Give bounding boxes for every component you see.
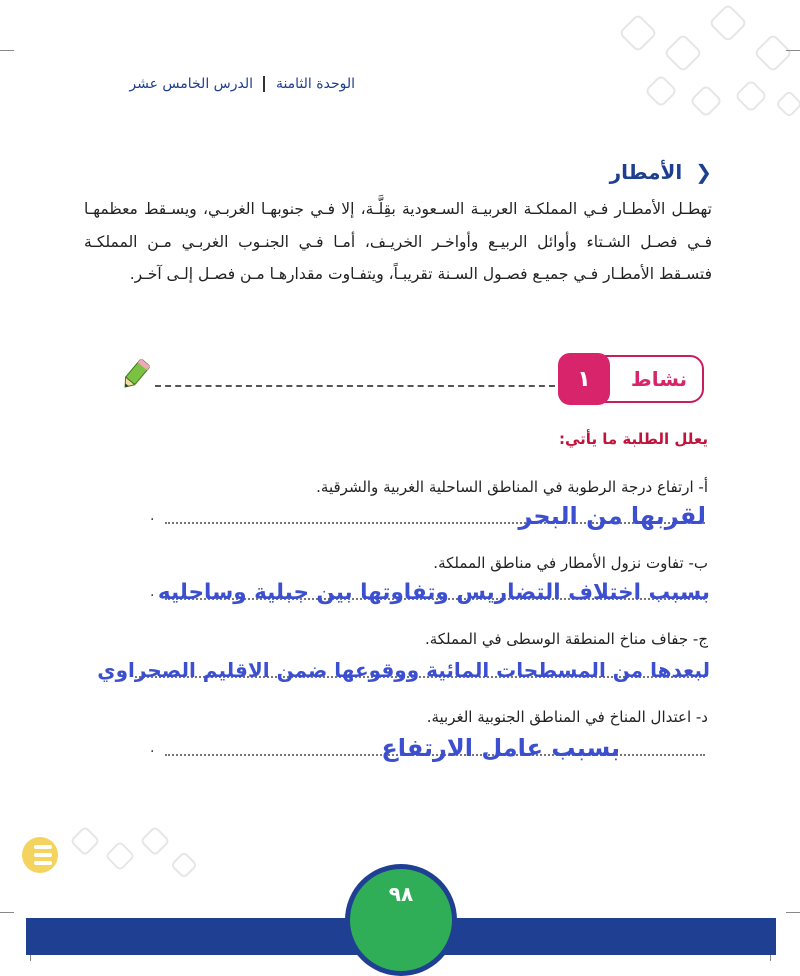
crop-mark [786,50,800,51]
question-a: أ- ارتفاع درجة الرطوبة في المناطق الساحلية الغربية والشرقية. [316,478,708,496]
section-title-text: الأمطار [609,160,683,184]
question-c: ج- جفاف مناخ المنطقة الوسطى في المملكة. [424,630,708,648]
crop-mark [0,50,14,51]
activity-number: ١ [558,353,610,405]
crop-mark [786,912,800,913]
handwritten-answer-d: بسبب عامل الارتفاع [381,734,620,762]
page-number: ٩٨ [388,882,414,906]
handwritten-answer-b: بسبب اختلاف التضاريس وتفاوتها بين جبلية وساحليه [157,580,710,605]
activity-prompt: يعلل الطلبة ما يأتي: [559,430,708,448]
page-header [129,76,355,92]
decorative-diamond-pattern [470,0,800,130]
decorative-diamond-pattern-bottom [0,811,200,901]
question-b: ب- تفاوت نزول الأمطار في مناطق المملكة. [433,554,708,572]
question-d: د- اعتدال المناخ في المناطق الجنوبية الغربية. [426,708,708,726]
handwritten-answer-c: لبعدها من المسطحات المائية ووقوعها ضمن الاقليم الصحراوي [97,658,710,682]
pencil-icon [118,356,154,392]
answer-end-dot: . [150,740,155,756]
header-divider [263,76,265,92]
activity-dashed-line [155,385,555,387]
crop-mark [0,912,14,913]
publisher-logo-icon [22,837,58,873]
answer-end-dot: . [150,584,155,600]
body-paragraph: تهطـل الأمطـار فـي المملكـة العربيـة السـعودية بقِلَّـة، إلا فـي جنوبهـا الغربـي، ويسـقط معظمهـا فـي فصـل الشـتاء وأوائل الربيـع وأواخـر الخريـف، أمـا فـي الجنـوب الغربـي مـن المملكـة فتسـقط الأمطـار فـي جميـع فصـول السـنة تقريبـاً، ويتفـاوت مقدارهـا مـن فصـل إلـى آخـر. [84,200,712,283]
unit-label: الوحدة الثامنة [275,76,355,92]
answer-end-dot: . [150,508,155,524]
chevron-left-icon: ❮ [695,160,712,184]
activity-label: نشاط [630,367,688,391]
handwritten-answer-a: لقربها من البحر [518,502,706,530]
lesson-label: الدرس الخامس عشر [129,76,254,92]
section-title [610,160,712,184]
